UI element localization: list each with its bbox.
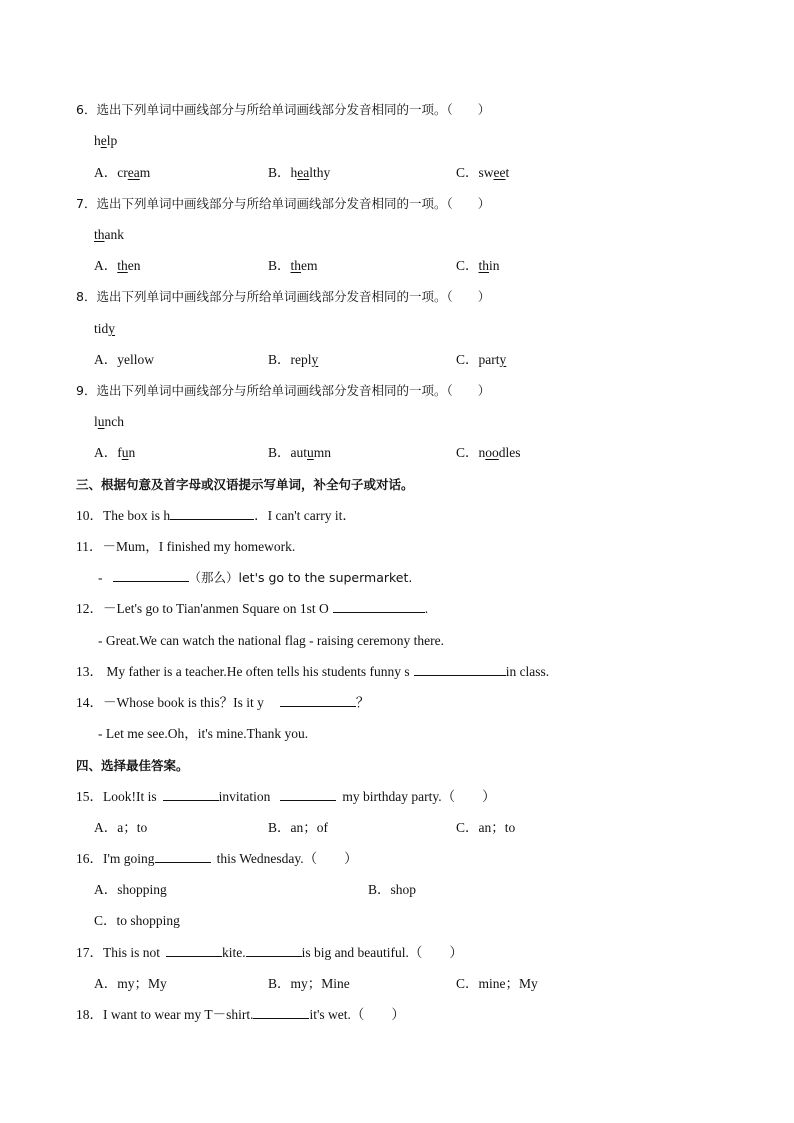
- q7-option-a[interactable]: A．then: [94, 258, 141, 273]
- q7-given-word: thank: [94, 227, 125, 242]
- q13-blank[interactable]: [414, 663, 506, 676]
- q15-blank-2[interactable]: [280, 788, 336, 801]
- q15-option-c[interactable]: C．an；to: [456, 820, 516, 835]
- q9-stem: 9．选出下列单词中画线部分与所给单词画线部分发音相同的一项。（ ）: [76, 383, 491, 398]
- section-3-heading: 三、根据句意及首字母或汉语提示写单词，补全句子或对话。: [76, 477, 414, 492]
- q7-option-c[interactable]: C．thin: [456, 258, 500, 273]
- q6-option-c[interactable]: C．sweet: [456, 165, 510, 180]
- q16-option-b[interactable]: B．shop: [368, 882, 417, 897]
- q10: 10．The box is h ．I can't carry it．: [76, 508, 356, 523]
- q16-blank[interactable]: [155, 850, 211, 863]
- q11-blank[interactable]: [113, 569, 189, 582]
- q17-stem: 17．This is not kite. is big and beautiful.（ ）: [76, 945, 463, 960]
- q18-blank[interactable]: [253, 1006, 309, 1019]
- q17-option-b[interactable]: B．my；Mine: [268, 976, 350, 991]
- q17-blank-2[interactable]: [246, 944, 302, 957]
- q12-line2: - Great.We can watch the national flag - raising ceremony there.: [98, 633, 445, 648]
- q14-line2: - Let me see.Oh，it's mine.Thank you.: [98, 726, 309, 741]
- q10-blank[interactable]: [170, 507, 254, 520]
- q17-blank-1[interactable]: [166, 944, 222, 957]
- q17-option-a[interactable]: A．my；My: [94, 976, 167, 991]
- q11-line2: - （那么）let's go to the supermarket.: [98, 570, 413, 585]
- q9-option-a[interactable]: A．fun: [94, 445, 136, 460]
- q8-option-b[interactable]: B．reply: [268, 352, 319, 367]
- q18-stem: 18．I want to wear my T－shirt. it's wet.（ ）: [76, 1007, 405, 1022]
- q9-given-word: lunch: [94, 414, 125, 429]
- q13: 13． My father is a teacher.He often tells his students funny s in class.: [76, 664, 550, 679]
- q15-option-b[interactable]: B．an；of: [268, 820, 328, 835]
- q16-option-a[interactable]: A．shopping: [94, 882, 167, 897]
- q17-option-c[interactable]: C．mine；My: [456, 976, 538, 991]
- q14-line1: 14．－Whose book is this？Is it y ？: [76, 695, 370, 710]
- q8-given-word: tidy: [94, 321, 116, 336]
- q16-stem: 16．I'm going this Wednesday.（ ）: [76, 851, 358, 866]
- q7-stem: 7．选出下列单词中画线部分与所给单词画线部分发音相同的一项。（ ）: [76, 196, 491, 211]
- q15-option-a[interactable]: A．a；to: [94, 820, 148, 835]
- q7-option-b[interactable]: B．them: [268, 258, 318, 273]
- q9-option-b[interactable]: B．autumn: [268, 445, 332, 460]
- q11-line1: 11．－Mum，I finished my homework.: [76, 539, 296, 554]
- q8-stem: 8．选出下列单词中画线部分与所给单词画线部分发音相同的一项。（ ）: [76, 289, 491, 304]
- q15-blank-1[interactable]: [163, 788, 219, 801]
- q6-stem: 6．选出下列单词中画线部分与所给单词画线部分发音相同的一项。（ ）: [76, 102, 491, 117]
- q6-option-a[interactable]: A．cream: [94, 165, 151, 180]
- q12-line1: 12．－Let's go to Tian'anmen Square on 1st O .: [76, 601, 429, 616]
- q16-option-c[interactable]: C．to shopping: [94, 913, 180, 928]
- q6-given-word: help: [94, 133, 118, 148]
- q15-stem: 15．Look!It is invitation my birthday party.（ ）: [76, 789, 496, 804]
- q9-option-c[interactable]: C．noodles: [456, 445, 521, 460]
- q12-blank[interactable]: [333, 600, 425, 613]
- q14-blank[interactable]: [280, 694, 356, 707]
- q8-option-a[interactable]: A．yellow: [94, 352, 154, 367]
- q6-option-b[interactable]: B．healthy: [268, 165, 331, 180]
- q8-option-c[interactable]: C．party: [456, 352, 507, 367]
- section-4-heading: 四、选择最佳答案。: [76, 758, 189, 773]
